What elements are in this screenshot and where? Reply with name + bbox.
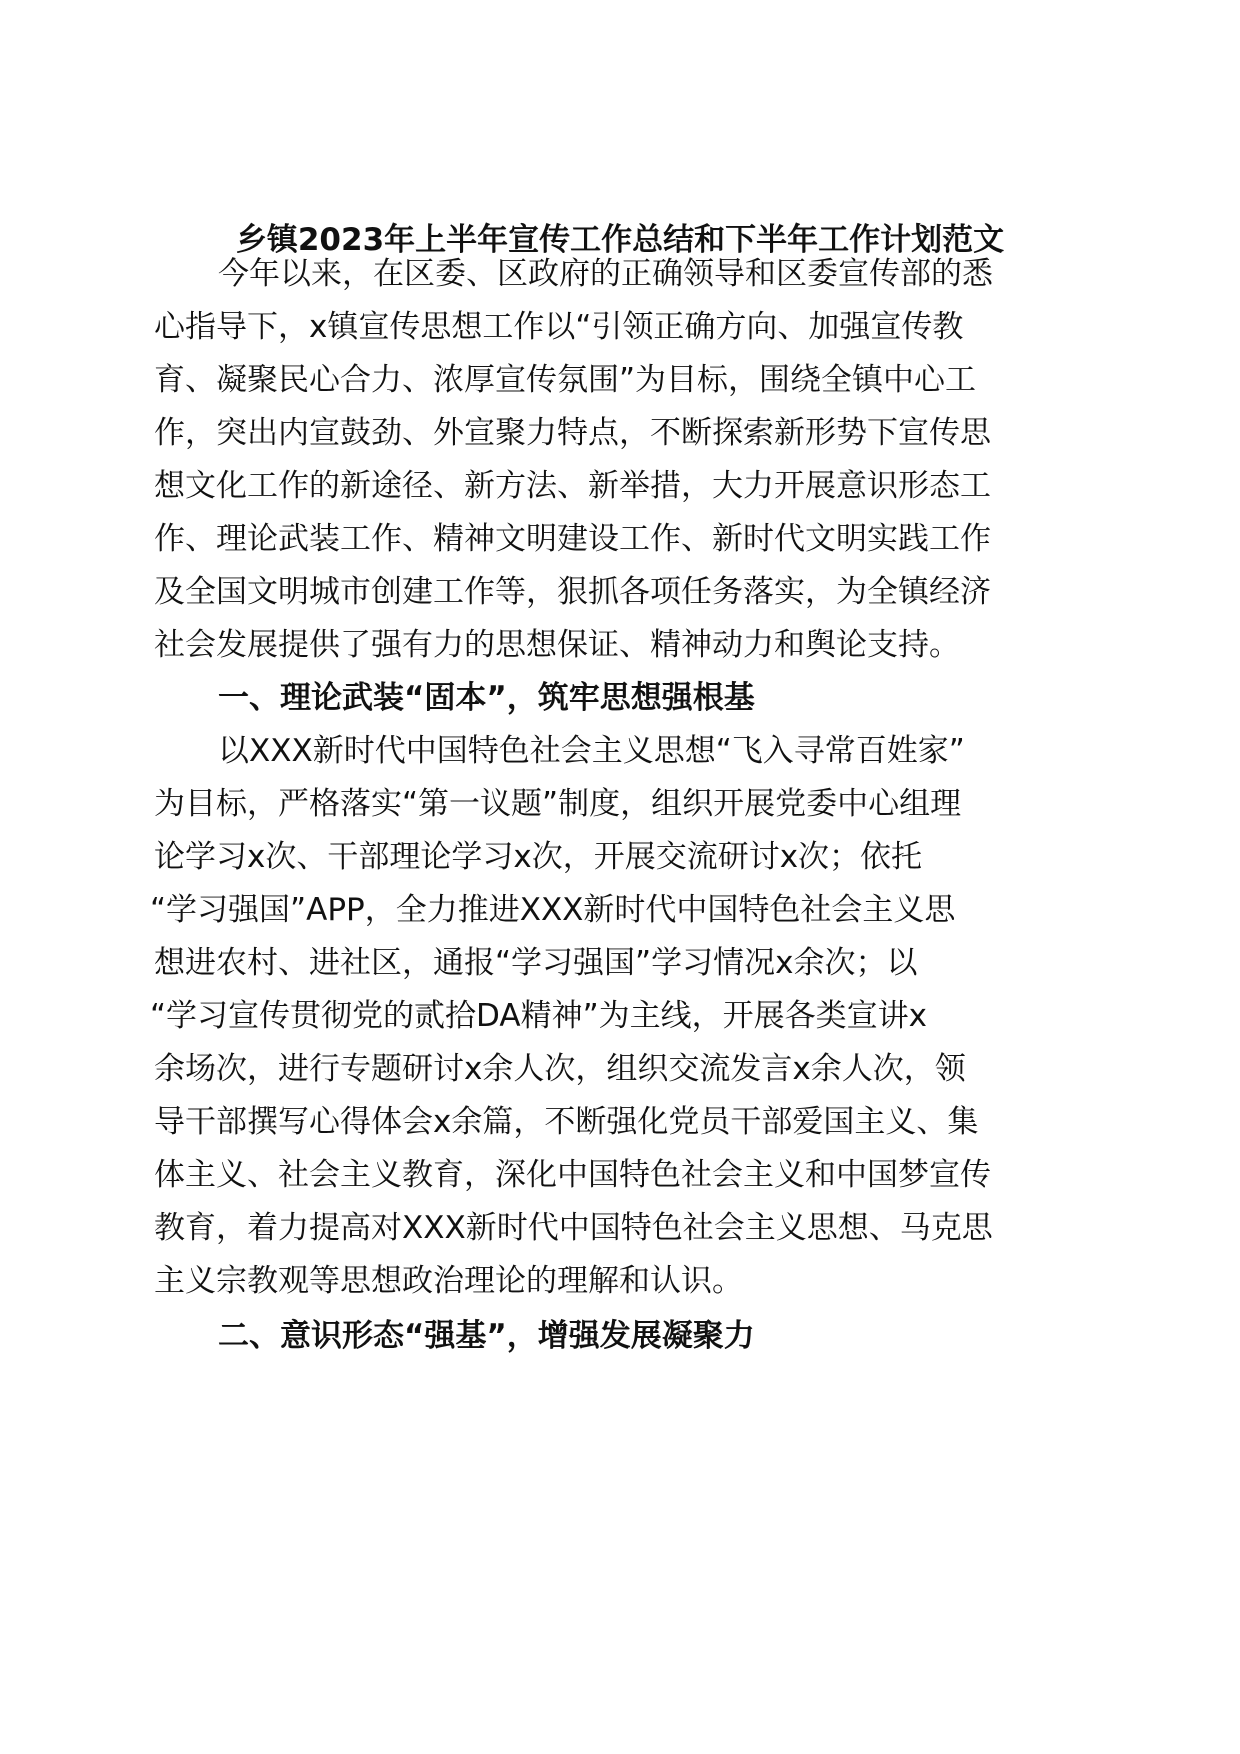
- paragraph-line: 导干部撰写心得体会x余篇，不断强化党员干部爱国主义、集: [154, 1104, 979, 1140]
- paragraph-line: 今年以来，在区委、区政府的正确领导和区委宣传部的悉: [218, 256, 993, 292]
- section-heading-2: 二、意识形态“强基”，增强发展凝聚力: [218, 1318, 755, 1354]
- paragraph-line: 为目标，严格落实“第一议题”制度，组织开展党委中心组理: [154, 786, 962, 822]
- paragraph-line: 育、凝聚民心合力、浓厚宣传氛围”为目标，围绕全镇中心工: [154, 362, 977, 398]
- paragraph-line: 作，突出内宣鼓劲、外宣聚力特点，不断探索新形势下宣传思: [154, 415, 991, 451]
- paragraph-line: 作、理论武装工作、精神文明建设工作、新时代文明实践工作: [154, 521, 991, 557]
- paragraph-line: 教育，着力提高对XXX新时代中国特色社会主义思想、马克思: [154, 1210, 993, 1246]
- paragraph-line: 社会发展提供了强有力的思想保证、精神动力和舆论支持。: [154, 627, 960, 663]
- paragraph-line: “学习强国”APP，全力推进XXX新时代中国特色社会主义思: [150, 892, 956, 928]
- section-heading-1: 一、理论武装“固本”，筑牢思想强根基: [218, 680, 755, 716]
- paragraph-line: 以XXX新时代中国特色社会主义思想“飞入寻常百姓家”: [218, 733, 965, 769]
- paragraph-line: 想文化工作的新途径、新方法、新举措，大力开展意识形态工: [154, 468, 991, 504]
- paragraph-line: 主义宗教观等思想政治理论的理解和认识。: [154, 1263, 743, 1299]
- paragraph-line: 心指导下，x镇宣传思想工作以“引领正确方向、加强宣传教: [154, 309, 964, 345]
- paragraph-line: 余场次，进行专题研讨x余人次，组织交流发言x余人次，领: [154, 1051, 966, 1087]
- paragraph-line: “学习宣传贯彻党的贰拾DA精神”为主线，开展各类宣讲x: [150, 998, 927, 1034]
- paragraph-line: 论学习x次、干部理论学习x次，开展交流研讨x次；依托: [154, 839, 923, 875]
- paragraph-line: 及全国文明城市创建工作等，狠抓各项任务落实，为全镇经济: [154, 574, 991, 610]
- paragraph-line: 体主义、社会主义教育，深化中国特色社会主义和中国梦宣传: [154, 1157, 991, 1193]
- document-title: 乡镇2023年上半年宣传工作总结和下半年工作计划范文: [235, 222, 1005, 258]
- paragraph-line: 想进农村、进社区，通报“学习强国”学习情况x余次；以: [154, 945, 918, 981]
